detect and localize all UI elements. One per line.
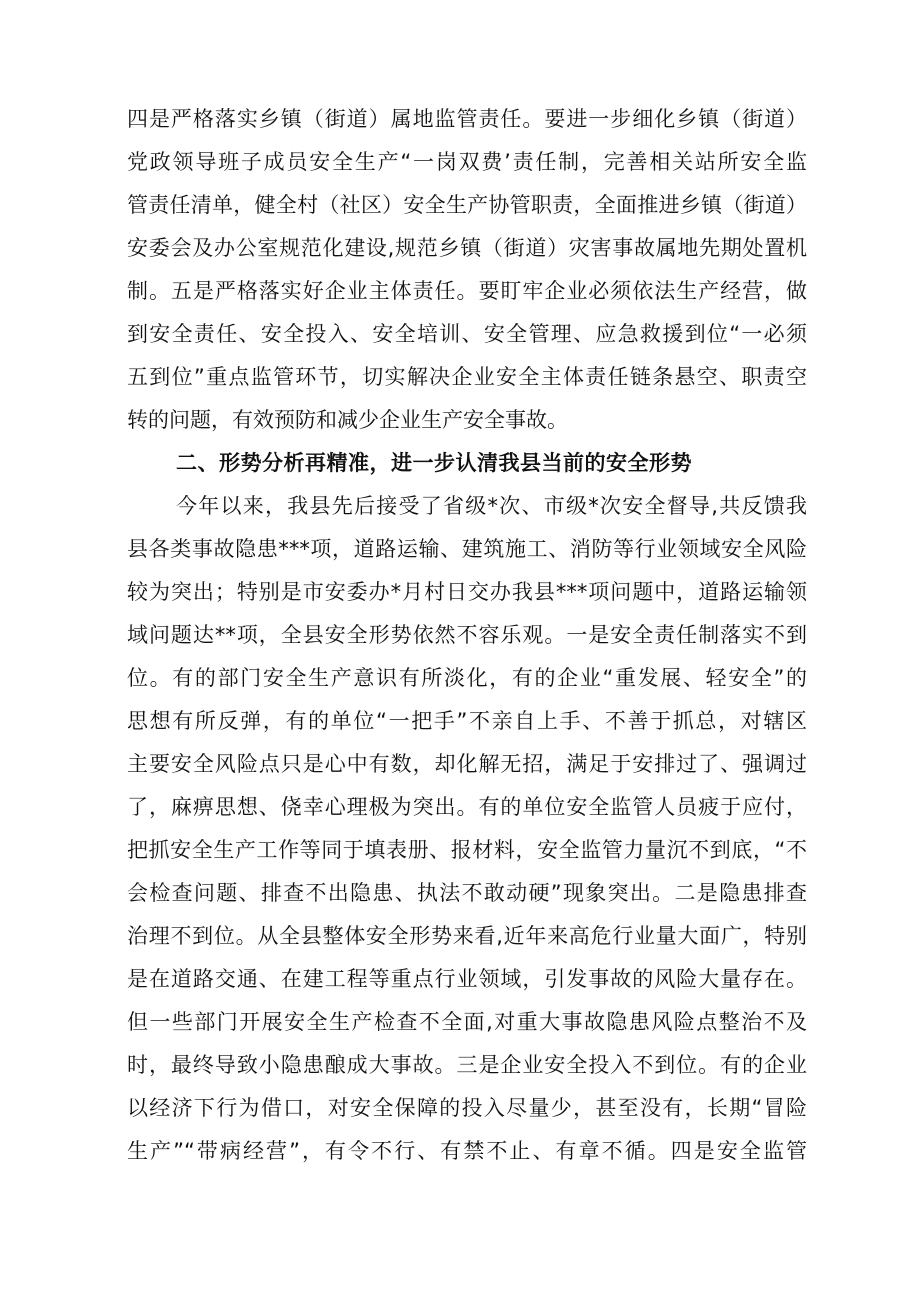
paragraph-2-line-15: 以经济下行为借口，对安全保障的投入尽量少，甚至没有，长期“冒险 (127, 1096, 807, 1120)
paragraph-2-line-7: 主要安全风险点只是心中有数，却化解无招，满足于安排过了、强调过 (127, 752, 807, 776)
section-heading: 二、形势分析再精准，进一步认清我县当前的安全形势 (176, 451, 692, 475)
paragraph-1-line-1: 四是严格落实乡镇（街道）属地监管责任。要进一步细化乡镇（街道） (127, 107, 807, 131)
paragraph-1-line-8: 转的问题，有效预防和减少企业生产安全事故。 (127, 408, 568, 432)
paragraph-1-line-6: 到安全责任、安全投入、安全培训、安全管理、应急救援到位“一必须 (127, 322, 807, 346)
paragraph-2-line-6: 思想有所反弹，有的单位“一把手”不亲自上手、不善于抓总，对辖区 (127, 709, 807, 733)
paragraph-2-line-13: 但一些部门开展安全生产检查不全面,对重大事故隐患风险点整治不及 (127, 1010, 807, 1034)
paragraph-2-line-14: 时，最终导致小隐患酿成大事故。三是企业安全投入不到位。有的企业 (127, 1053, 807, 1077)
paragraph-2-line-3: 较为突出；特别是市安委办*月村日交办我县***项问题中，道路运输领 (127, 580, 807, 604)
paragraph-2-line-4: 域问题达**项，全县安全形势依然不容乐观。一是安全责任制落实不到 (127, 623, 807, 647)
paragraph-1-line-5: 制。五是严格落实好企业主体责任。要盯牢企业必须依法生产经营，做 (127, 279, 807, 303)
paragraph-2-line-9: 把抓安全生产工作等同于填表册、报材料，安全监管力量沉不到底，“不 (127, 838, 807, 862)
paragraph-1-line-2: 党政领导班子成员安全生产“一岗双费’责任制，完善相关站所安全监 (127, 150, 807, 174)
paragraph-2-line-8: 了，麻痹思想、侥幸心理极为突出。有的单位安全监管人员疲于应付， (127, 795, 807, 819)
paragraph-1-line-3: 管责任清单，健全村（社区）安全生产协管职责，全面推进乡镇（街道） (127, 193, 807, 217)
paragraph-2-line-5: 位。有的部门安全生产意识有所淡化，有的企业“重发展、轻安全”的 (127, 666, 807, 690)
paragraph-2-line-2: 县各类事故隐患***项，道路运输、建筑施工、消防等行业领域安全风险 (127, 537, 807, 561)
paragraph-2-line-16: 生产”“带病经营”，有令不行、有禁不止、有章不循。四是安全监管 (127, 1139, 807, 1163)
paragraph-2-line-12: 是在道路交通、在建工程等重点行业领域，引发事故的风险大量存在。 (127, 967, 807, 991)
paragraph-2-line-11: 治理不到位。从全县整体安全形势来看,近年来高危行业量大面广，特别 (127, 924, 807, 948)
paragraph-1-line-7: 五到位”重点监管环节，切实解决企业安全主体责任链条悬空、职责空 (127, 365, 807, 389)
paragraph-2-line-10: 会检查问题、排查不出隐患、执法不敢动硬”现象突出。二是隐患排查 (127, 881, 807, 905)
paragraph-1-line-4: 安委会及办公室规范化建设,规范乡镇（街道）灾害事故属地先期处置机 (127, 236, 807, 260)
paragraph-2-line-1: 今年以来，我县先后接受了省级*次、市级*次安全督导,共反馈我 (176, 494, 807, 518)
